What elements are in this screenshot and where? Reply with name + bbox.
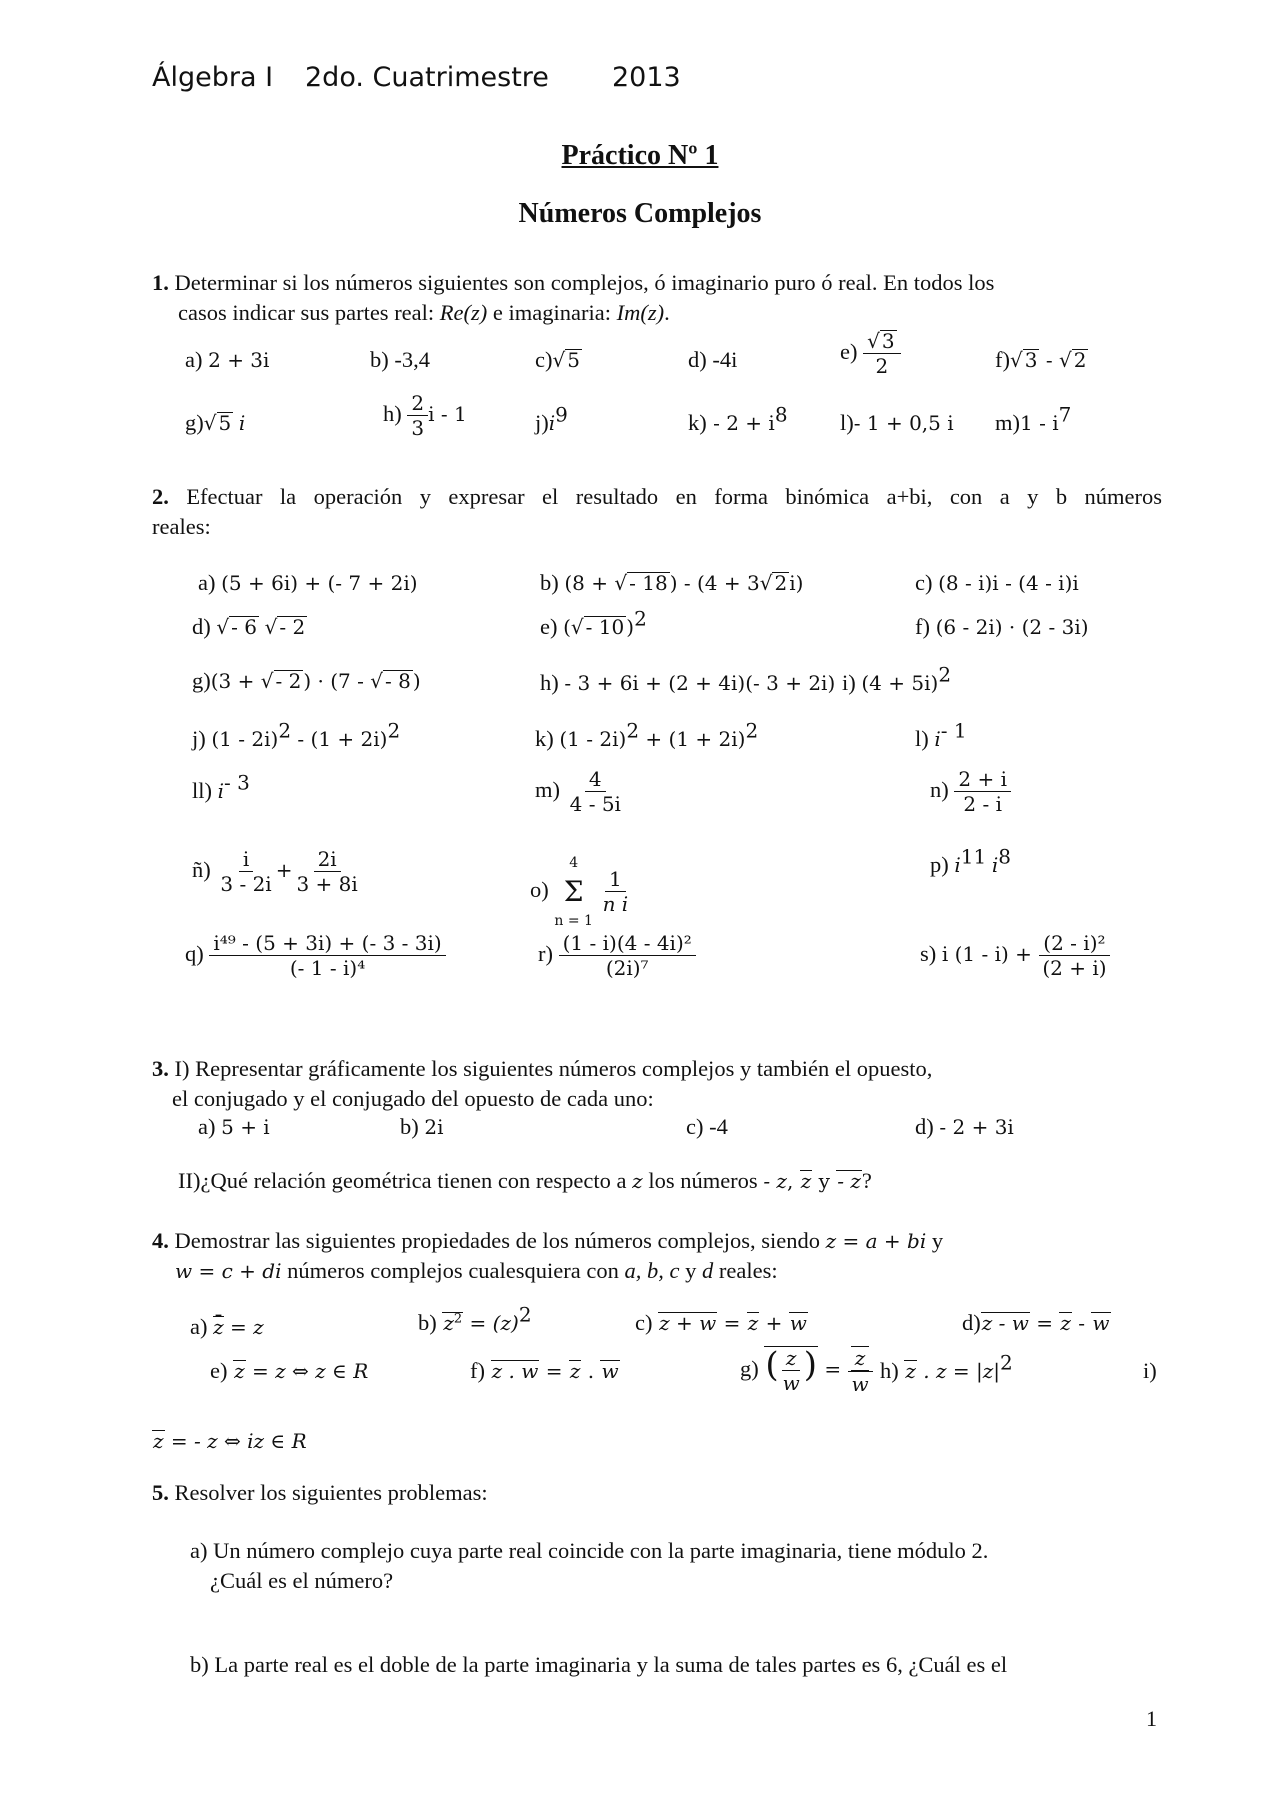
exponent: 7 xyxy=(1058,402,1072,427)
expr-part: ) - (4 + 3 xyxy=(669,571,760,595)
radicand: 2 xyxy=(1073,348,1087,372)
frac-den: 2 - i xyxy=(963,792,1002,816)
conj-z: z xyxy=(747,1311,759,1335)
text: los números xyxy=(642,1168,764,1193)
q3-line1 xyxy=(152,1054,932,1084)
operator: = xyxy=(539,1359,569,1383)
frac-num: 3 xyxy=(881,329,895,353)
operator: = xyxy=(1029,1311,1060,1335)
q3-item-b xyxy=(400,1112,444,1142)
item-expr: - 2 + 3i xyxy=(939,1115,1014,1139)
q2-item-o xyxy=(530,848,632,936)
conj-product: z . w xyxy=(491,1359,539,1383)
item-expr: - 1 + 0,5 i xyxy=(853,411,954,435)
q1-line1 xyxy=(152,268,994,298)
q1-item-f: f)√ 3 - √ 2 xyxy=(995,347,1087,372)
frac-den: (- 1 - i)⁴ xyxy=(289,956,366,980)
q1-item-k xyxy=(688,402,788,438)
q1-im: Im(z) xyxy=(616,300,665,325)
operator: = xyxy=(717,1311,747,1335)
text: y xyxy=(812,1169,837,1193)
expr-part: ) xyxy=(412,669,421,693)
q2-item-a xyxy=(198,568,418,598)
conj-w: w xyxy=(601,1359,619,1383)
vars: a, b, c xyxy=(624,1258,680,1283)
q1-item-l xyxy=(840,408,954,438)
text: números complejos cualesquiera con xyxy=(281,1258,625,1283)
item-label: c) xyxy=(535,347,553,372)
exponent: 2 xyxy=(634,606,647,631)
item-label: a) xyxy=(198,570,216,595)
base: i xyxy=(934,727,941,751)
base: i xyxy=(217,779,225,803)
item-label: k) xyxy=(535,726,554,751)
text: Demostrar las siguientes propiedades de los números complejos, siendo xyxy=(174,1228,826,1253)
item-label: f) xyxy=(915,614,930,639)
exponent: 2 xyxy=(626,718,640,743)
item-label: p) xyxy=(930,852,949,877)
conj-z: z xyxy=(1060,1311,1071,1335)
sum-upper: 4 xyxy=(569,855,579,871)
q4-item-f xyxy=(470,1356,620,1386)
expr-part: (3 + xyxy=(210,669,261,693)
item-label: ll) xyxy=(192,778,212,803)
frac-num: i⁴⁹ - (5 + 3i) + (- 3 - 3i) xyxy=(209,932,445,956)
item-expr: i (1 - i) + xyxy=(941,942,1039,967)
q4-item-d xyxy=(962,1308,1111,1338)
item-label: j) xyxy=(535,410,549,435)
q5-intro xyxy=(152,1478,488,1508)
base: i xyxy=(548,411,556,435)
item-expr: = (z) xyxy=(463,1311,519,1335)
item-expr: -3,4 xyxy=(394,347,430,372)
q3-line2: el conjugado y el conjugado del opuesto de cada uno: xyxy=(172,1086,654,1111)
frac-num: (1 - i)(4 - 4i)² xyxy=(559,932,696,956)
item-expr: 1 - i xyxy=(1020,411,1059,435)
page-subtitle: Números Complejos xyxy=(518,198,762,229)
q5-number: 5. xyxy=(152,1480,169,1505)
text: y xyxy=(679,1258,702,1283)
item-expr: 2 + 3i xyxy=(208,348,270,372)
q1-re: Re(z) xyxy=(439,300,488,325)
z-def: z = a + bi xyxy=(825,1229,927,1253)
item-label: o) xyxy=(530,877,549,903)
q4-item-g: g) ( $\frac{z}{w}$ ) = $\frac{z}{w}$ xyxy=(740,1346,873,1396)
item-label: i) xyxy=(842,670,856,695)
frac-den: n i xyxy=(602,892,629,916)
var: z xyxy=(443,1311,454,1335)
item-expr: (8 - i)i - (4 - i)i xyxy=(938,571,1079,595)
text: II)¿Qué relación geométrica tienen con respecto a xyxy=(178,1168,633,1193)
exponent: 2 xyxy=(1000,1350,1013,1375)
item-label: c) xyxy=(915,570,933,595)
header-term: 2do. Cuatrimestre xyxy=(305,62,549,93)
frac-num: 1 xyxy=(605,868,626,892)
item-label: k) xyxy=(688,410,707,435)
item-label: e) xyxy=(540,614,558,639)
text: reales: xyxy=(713,1258,778,1283)
item-label: b) xyxy=(418,1310,437,1335)
q1-text2c: . xyxy=(664,300,670,325)
exponent: 2 xyxy=(938,662,952,687)
item-expr: . z = |z| xyxy=(916,1359,1001,1383)
item-label: d) xyxy=(688,347,707,372)
item-expr: (6 - 2i) · (2 - 3i) xyxy=(935,615,1089,639)
item-expr: (5 + 6i) + (- 7 + 2i) xyxy=(221,571,418,595)
q1-item-m xyxy=(995,402,1072,438)
radicand: - 8 xyxy=(384,669,411,693)
item-label: r) xyxy=(538,941,553,967)
sum-lower: n = 1 xyxy=(554,913,593,929)
var: z xyxy=(632,1169,643,1193)
item-label: f) xyxy=(995,347,1010,372)
q4-item-e xyxy=(210,1356,368,1386)
radicand: - 6 xyxy=(231,615,257,639)
item-label: h) xyxy=(540,670,559,695)
q2-item-q xyxy=(185,932,446,980)
q1-item-a xyxy=(185,345,269,375)
q2-item-s xyxy=(920,932,1111,980)
frac-num: 2i xyxy=(314,848,341,872)
item-label: m) xyxy=(535,777,560,803)
q1-item-e: e) $\frac{√ 3}{2}$ xyxy=(840,330,901,378)
item-label: j) xyxy=(192,726,206,751)
frac-den: w xyxy=(782,1371,800,1395)
radicand: - 18 xyxy=(629,571,668,595)
q2-line2: reales: xyxy=(152,514,211,539)
expr-part: (1 - 2i) xyxy=(211,727,279,751)
q1-text2b: e imaginaria: xyxy=(487,300,617,325)
item-expr: -4i xyxy=(712,347,738,372)
q3-item-c xyxy=(686,1112,728,1142)
q4-item-b xyxy=(418,1302,532,1338)
conj-w: w xyxy=(789,1311,807,1335)
exponent: 2 xyxy=(278,718,292,743)
frac-num: z xyxy=(782,1347,801,1371)
q4-line2 xyxy=(175,1256,778,1286)
item-label: l) xyxy=(840,410,854,435)
conj-z: z xyxy=(569,1359,581,1383)
exponent: 11 xyxy=(960,844,987,869)
paren: ( xyxy=(563,615,571,639)
item-label: g) xyxy=(185,410,204,435)
item-expr: (4 + 5i) xyxy=(861,671,939,695)
frac-num: 4 xyxy=(585,768,606,792)
operator: - xyxy=(1071,1311,1092,1335)
paren: ) xyxy=(626,615,635,639)
exponent: 2 xyxy=(745,718,759,743)
item-expr: - 2 + i xyxy=(706,411,775,435)
frac-num: 2 xyxy=(407,392,428,416)
text: Resolver los siguientes problemas: xyxy=(174,1480,488,1505)
q1-item-h xyxy=(383,392,467,440)
expr-part: + (1 + 2i) xyxy=(639,727,746,751)
conj-z: z xyxy=(800,1169,812,1193)
q3-item-d xyxy=(915,1112,1014,1142)
expr-part: i) xyxy=(789,571,804,595)
q4-line1 xyxy=(152,1226,943,1256)
page-title: Práctico Nº 1 xyxy=(561,140,719,171)
q1-text1: Determinar si los números siguientes son complejos, ó imaginario puro ó real. En todos los xyxy=(174,270,995,295)
item-label: m) xyxy=(995,410,1020,435)
q3-part-ii xyxy=(178,1166,872,1196)
frac-den: 3 - 2i xyxy=(220,872,272,896)
q2-number: 2. xyxy=(152,484,169,509)
item-label: b) xyxy=(370,347,389,372)
item-label: n) xyxy=(930,777,949,803)
radicand: - 2 xyxy=(275,669,302,693)
item-expr: = - z ⇔ iz ∈ R xyxy=(164,1429,307,1453)
q1-item-c: c)√ 5 xyxy=(535,347,580,372)
item-label: d) xyxy=(192,614,211,639)
q5-a-line1: a) Un número complejo cuya parte real coincide con la parte imaginaria, tiene módulo 2. xyxy=(190,1538,989,1563)
q2-item-p xyxy=(930,844,1011,880)
operator: + xyxy=(759,1311,789,1335)
q4-item-i-label: i) xyxy=(1143,1358,1157,1383)
item-label: e) xyxy=(840,339,858,365)
q2-item-m xyxy=(535,768,625,816)
exponent: - 1 xyxy=(940,718,967,743)
frac-den: 3 xyxy=(411,416,425,440)
q2-item-g: g)(3 + √ - 2 ) · (7 - √ - 8 ) xyxy=(192,668,421,693)
item-expr: 2i xyxy=(424,1115,444,1139)
conj-z: z xyxy=(153,1429,164,1453)
frac-den: (2 + i) xyxy=(1042,956,1107,980)
text: , xyxy=(786,1169,800,1193)
conj-w: w xyxy=(1092,1311,1110,1335)
exponent: 2 xyxy=(453,1311,463,1327)
q2-item-j xyxy=(192,718,401,754)
operator: = xyxy=(818,1357,848,1382)
var: d xyxy=(701,1258,714,1283)
exponent: 2 xyxy=(518,1302,532,1327)
exponent: 8 xyxy=(774,402,788,427)
expr-part: (1 - 2i) xyxy=(559,727,627,751)
operator: - xyxy=(1039,348,1059,372)
frac-num: i xyxy=(239,848,253,872)
q2-line1 xyxy=(152,482,1162,512)
item-label: g) xyxy=(740,1356,759,1382)
radicand: 5 xyxy=(218,411,232,435)
item-label: l) xyxy=(915,726,929,751)
operator: + xyxy=(275,858,293,883)
item-label: c) xyxy=(686,1114,704,1139)
q4-item-c xyxy=(635,1308,808,1338)
text: y xyxy=(926,1228,944,1253)
item-label: a) xyxy=(185,347,203,372)
radicand: - 10 xyxy=(585,615,625,639)
exponent: 9 xyxy=(555,402,568,427)
q5-b-line1: b) La parte real es el doble de la parte imaginaria y la suma de tales partes es 6, ¿Cuál es el xyxy=(190,1652,1008,1677)
frac-den: w xyxy=(848,1371,873,1396)
radicand: 3 xyxy=(1024,348,1038,372)
sigma-symbol: Σ xyxy=(563,875,584,908)
q1-item-j xyxy=(535,402,568,438)
header-course: Álgebra I xyxy=(152,62,274,93)
imag-unit: i xyxy=(238,411,246,435)
q2-item-f xyxy=(915,612,1089,642)
radicand: 5 xyxy=(567,348,580,372)
item-label: ñ) xyxy=(192,857,211,883)
q2-item-k xyxy=(535,718,759,754)
q1-item-d xyxy=(688,345,737,375)
item-label: s) xyxy=(920,941,937,967)
frac-den: 4 - 5i xyxy=(569,792,621,816)
item-label: d) xyxy=(915,1114,934,1139)
q1-number: 1. xyxy=(152,270,169,295)
base: i xyxy=(954,853,961,877)
expr: - z xyxy=(763,1169,787,1193)
q2-item-d: d) √ - 6 √ - 2 xyxy=(192,614,306,639)
q4-item-a xyxy=(190,1312,264,1342)
conj-diff: z - w xyxy=(981,1311,1029,1335)
radicand: 2 xyxy=(774,571,788,595)
expr-part: (8 + xyxy=(564,571,615,595)
operator: . xyxy=(581,1359,601,1383)
q2-item-r xyxy=(538,932,696,980)
frac-num: (2 - i)² xyxy=(1039,932,1109,956)
item-expr: - 3 + 6i + (2 + 4i)(- 3 + 2i) xyxy=(564,671,836,695)
exponent: 2 xyxy=(387,718,401,743)
frac-den: (2i)⁷ xyxy=(605,956,649,980)
q2-text1: Efectuar la operación y expresar el resultado en forma binómica a+bi, con a y b números xyxy=(186,484,1163,509)
q2-item-b: b) (8 + √ - 18 ) - (4 + 3√ 2 i) xyxy=(540,570,804,595)
item-label: a) xyxy=(190,1314,208,1339)
item-label: g) xyxy=(192,668,211,693)
base: i xyxy=(991,853,999,877)
item-label: b) xyxy=(540,570,559,595)
frac-den: 2 xyxy=(875,354,889,378)
item-expr: = z xyxy=(223,1315,264,1339)
frac-den: 3 + 8i xyxy=(296,872,358,896)
q2-item-n xyxy=(930,768,1011,816)
expr-part: ) · (7 - xyxy=(303,669,371,693)
double-conj-z: z xyxy=(213,1315,224,1339)
item-label: f) xyxy=(470,1358,485,1383)
conj-neg-z: - z xyxy=(837,1169,861,1193)
q2-item-i xyxy=(842,662,952,698)
q4-number: 4. xyxy=(152,1228,169,1253)
q1-item-b xyxy=(370,345,430,375)
item-label: h) xyxy=(383,401,402,427)
conj-z: z xyxy=(234,1359,245,1383)
item-label: h) xyxy=(880,1358,899,1383)
item-label: q) xyxy=(185,941,204,967)
q2-item-h xyxy=(540,668,835,698)
item-expr: -4 xyxy=(709,1114,728,1139)
item-label: b) xyxy=(400,1114,419,1139)
item-expr: = z ⇔ z ∈ R xyxy=(245,1359,369,1383)
q1-item-g: g)√ 5 i xyxy=(185,410,246,435)
frac-num: z xyxy=(851,1346,870,1371)
conj-sum: z + w xyxy=(659,1311,717,1335)
expr-part: - (1 + 2i) xyxy=(291,727,388,751)
q2-item-nn xyxy=(192,848,362,896)
exponent: 8 xyxy=(998,844,1011,869)
q3-text1: I) Representar gráficamente los siguientes números complejos y también el opuesto, xyxy=(174,1056,933,1081)
item-label: d) xyxy=(962,1310,981,1335)
item-expr: 5 + i xyxy=(221,1115,270,1139)
q2-item-l xyxy=(915,718,967,754)
q3-item-a xyxy=(198,1112,270,1142)
text: ? xyxy=(861,1168,872,1193)
q2-item-ll xyxy=(192,770,250,806)
page-number: 1 xyxy=(1146,1706,1157,1731)
q4-item-h xyxy=(880,1350,1013,1386)
item-label: c) xyxy=(635,1310,653,1335)
radicand: - 2 xyxy=(279,615,306,639)
frac-num: 2 + i xyxy=(954,768,1011,792)
item-label: a) xyxy=(198,1114,216,1139)
header-year: 2013 xyxy=(612,62,681,93)
exponent: - 3 xyxy=(224,770,250,795)
q5-a-line2: ¿Cuál es el número? xyxy=(210,1568,394,1593)
q2-item-c xyxy=(915,568,1079,598)
q4-item-i xyxy=(152,1426,307,1456)
q3-number: 3. xyxy=(152,1056,169,1081)
w-def: w = c + di xyxy=(175,1259,282,1283)
item-label: e) xyxy=(210,1358,228,1383)
item-expr: i - 1 xyxy=(428,402,467,427)
q1-line2 xyxy=(178,298,670,328)
q1-text2a: casos indicar sus partes real: xyxy=(178,300,440,325)
q2-item-e: e) (√ - 10 )$^2$ xyxy=(540,606,647,639)
conj-z: z xyxy=(905,1359,916,1383)
